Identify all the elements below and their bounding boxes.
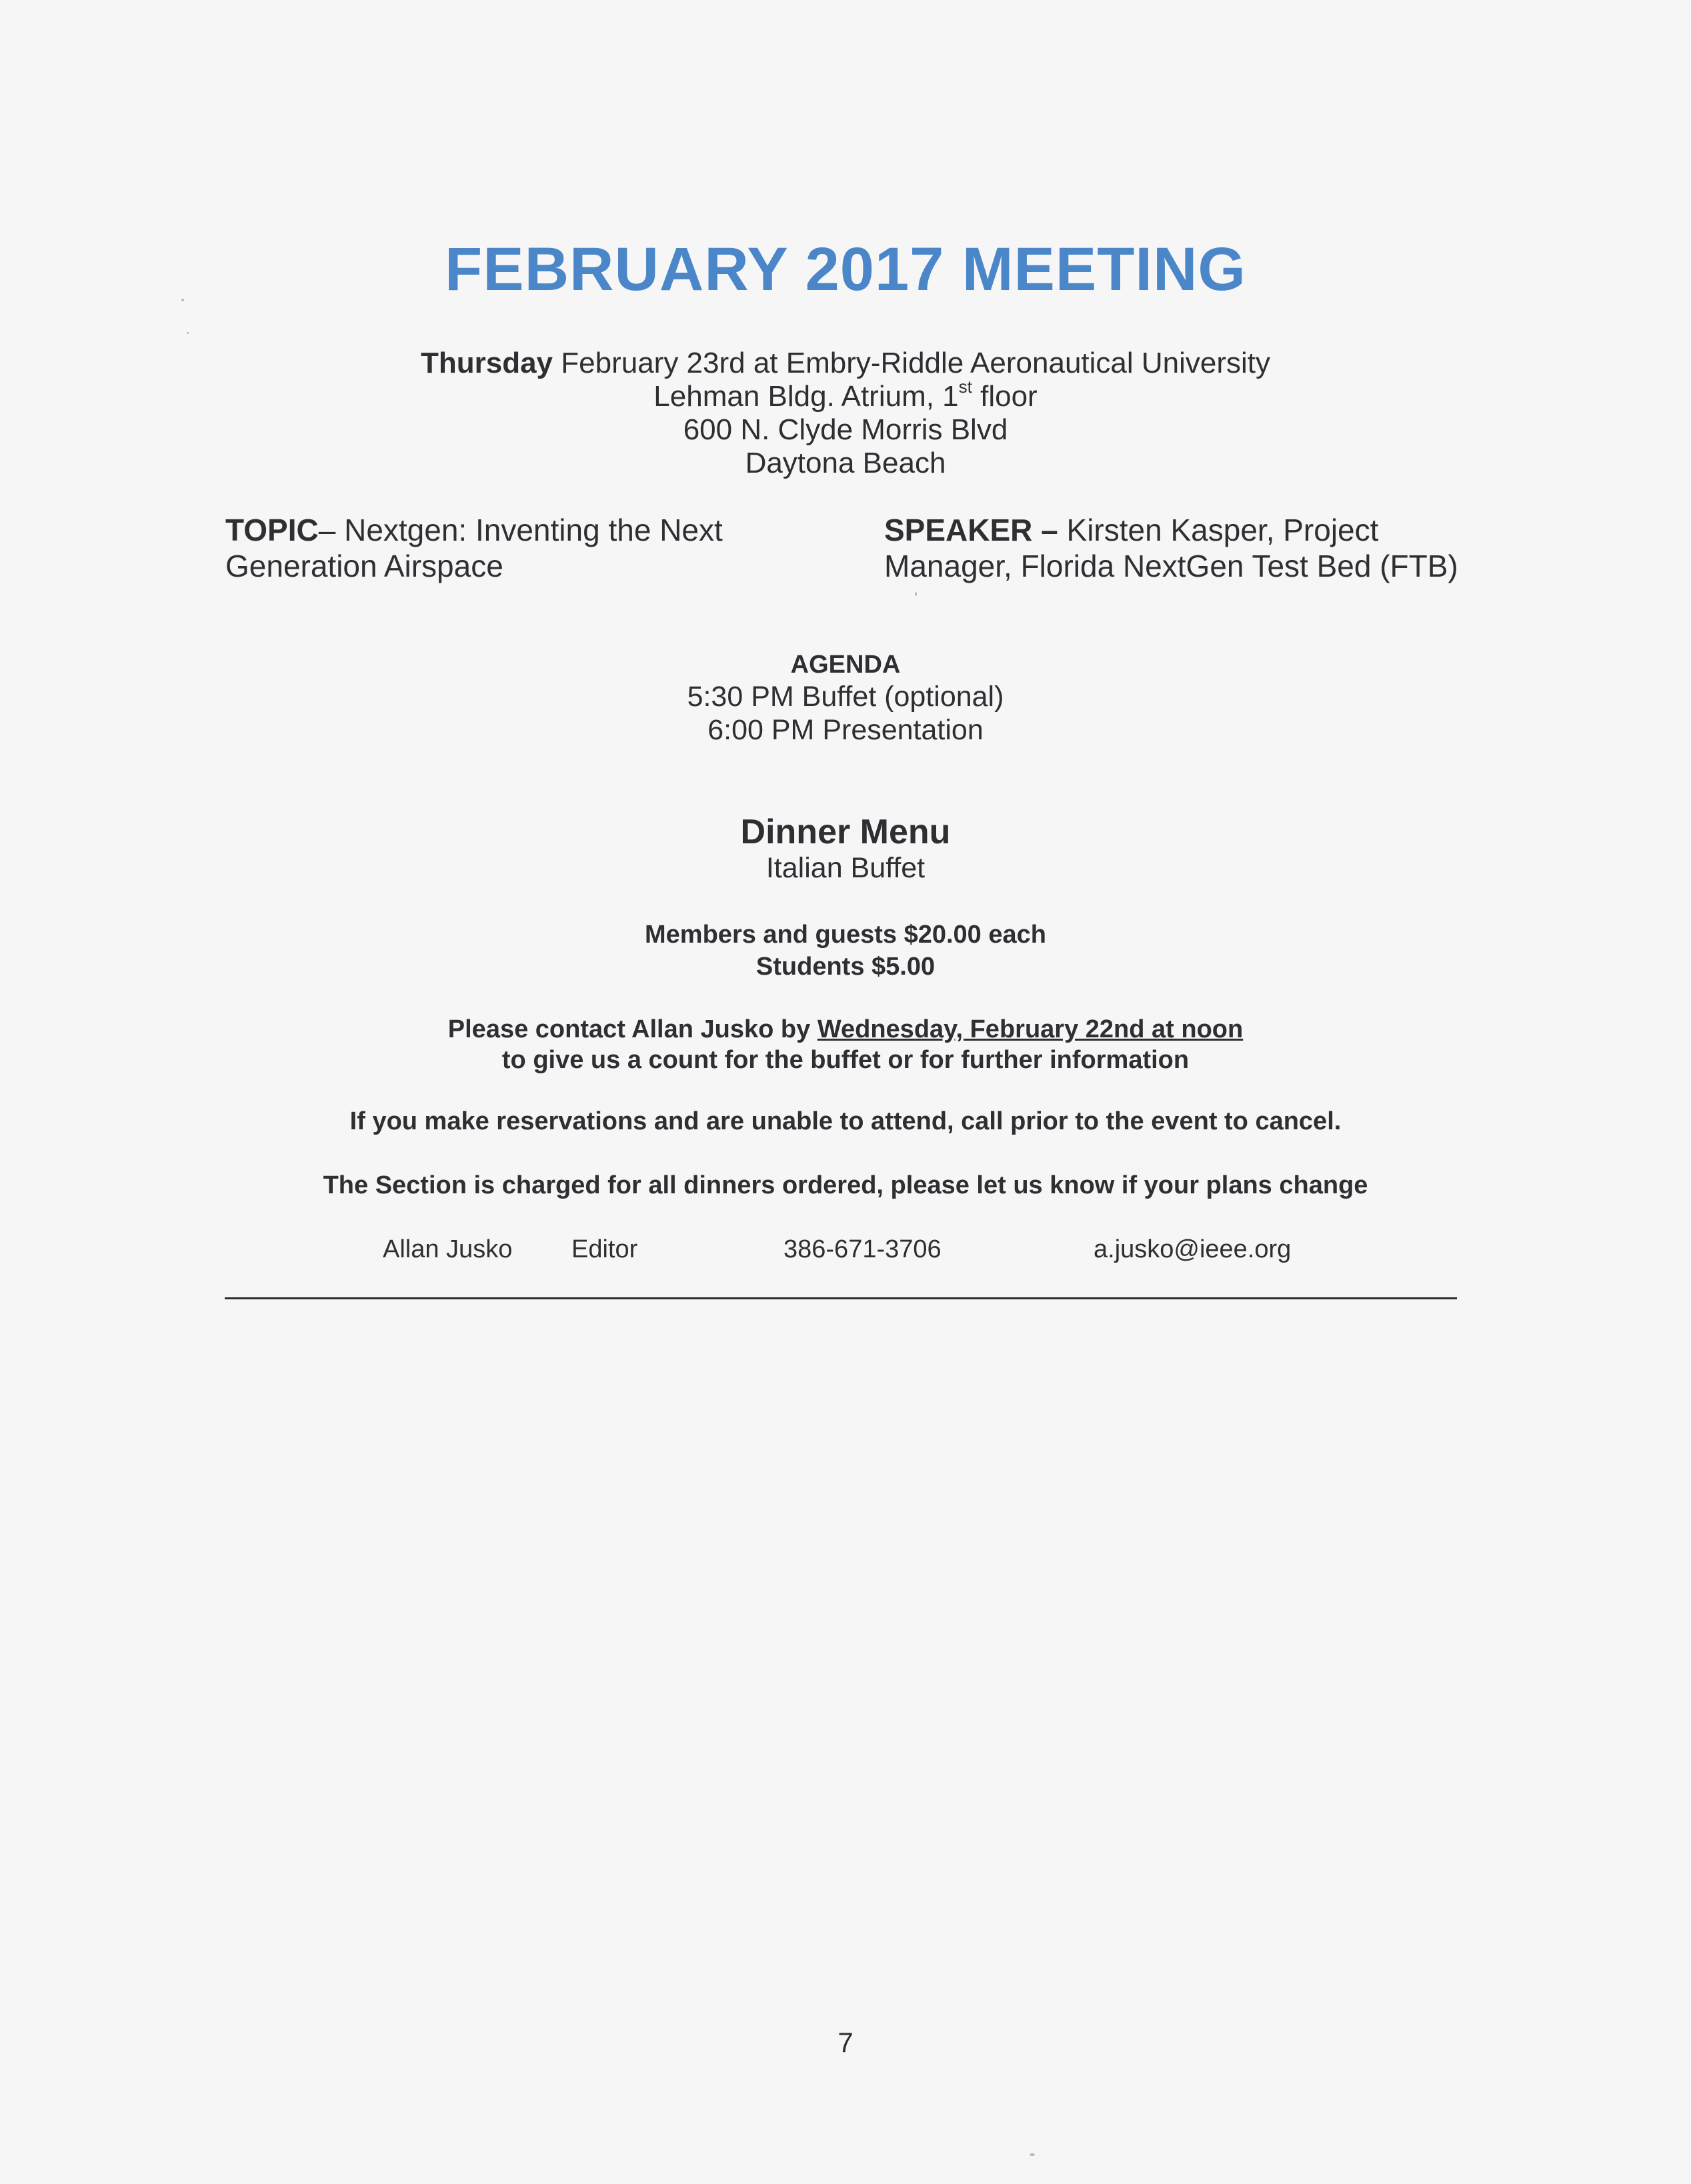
agenda-item: 5:30 PM Buffet (optional) xyxy=(687,681,1004,713)
topic-block xyxy=(225,512,825,584)
contact-name: Allan Jusko xyxy=(383,1235,513,1263)
page-number: 7 xyxy=(837,2027,854,2058)
contact-deadline: Wednesday, February 22nd at noon xyxy=(817,1015,1244,1043)
agenda-item: 6:00 PM Presentation xyxy=(707,714,984,746)
speaker-label: SPEAKER – xyxy=(884,513,1058,547)
price-students: Students $5.00 xyxy=(755,953,936,981)
dinner-menu-heading: Dinner Menu xyxy=(740,813,951,851)
price-members: Members and guests $20.00 each xyxy=(645,921,1046,949)
city: Daytona Beach xyxy=(745,447,946,479)
meeting-date-venue: February 23rd at Embry-Riddle Aeronautical University xyxy=(561,347,1271,379)
charge-notice: The Section is charged for all dinners ordered, please let us know if your plans change xyxy=(323,1171,1368,1199)
cancel-notice: If you make reservations and are unable to attend, call prior to the event to cancel. xyxy=(349,1107,1342,1135)
speaker-text: Kirsten Kasper, Project Manager, Florida NextGen Test Bed (FTB) xyxy=(884,513,1458,583)
contact-role: Editor xyxy=(571,1235,638,1263)
scan-speck xyxy=(187,332,189,334)
meeting-day: Thursday xyxy=(420,347,553,379)
topic-label: TOPIC xyxy=(225,513,319,547)
dinner-menu-subtitle: Italian Buffet xyxy=(765,852,926,884)
contact-notice-line-1 xyxy=(0,1013,1691,1045)
agenda-heading: AGENDA xyxy=(790,651,901,679)
floor-label: floor xyxy=(980,380,1038,413)
building-name: Lehman Bldg. Atrium, 1 xyxy=(653,380,959,413)
contact-notice-line-2: to give us a count for the buffet or for further information xyxy=(501,1046,1190,1074)
contact-phone: 386-671-3706 xyxy=(783,1235,942,1263)
street-address: 600 N. Clyde Morris Blvd xyxy=(683,413,1008,446)
meeting-location-line-1 xyxy=(0,347,1691,380)
contact-email[interactable]: a.jusko@ieee.org xyxy=(1094,1235,1292,1263)
meeting-location-line-2 xyxy=(0,377,1691,413)
scan-speck xyxy=(1030,2153,1035,2156)
scan-speck xyxy=(181,299,184,301)
page-title: FEBRUARY 2017 MEETING xyxy=(445,235,1246,303)
floor-ordinal: st xyxy=(958,377,972,397)
topic-text: – Nextgen: Inventing the Next Generation Airspace xyxy=(225,513,723,583)
contact-notice-text: Please contact Allan Jusko by xyxy=(447,1015,811,1043)
speaker-block xyxy=(884,512,1484,584)
divider-rule xyxy=(225,1297,1457,1299)
scan-speck xyxy=(915,592,917,596)
